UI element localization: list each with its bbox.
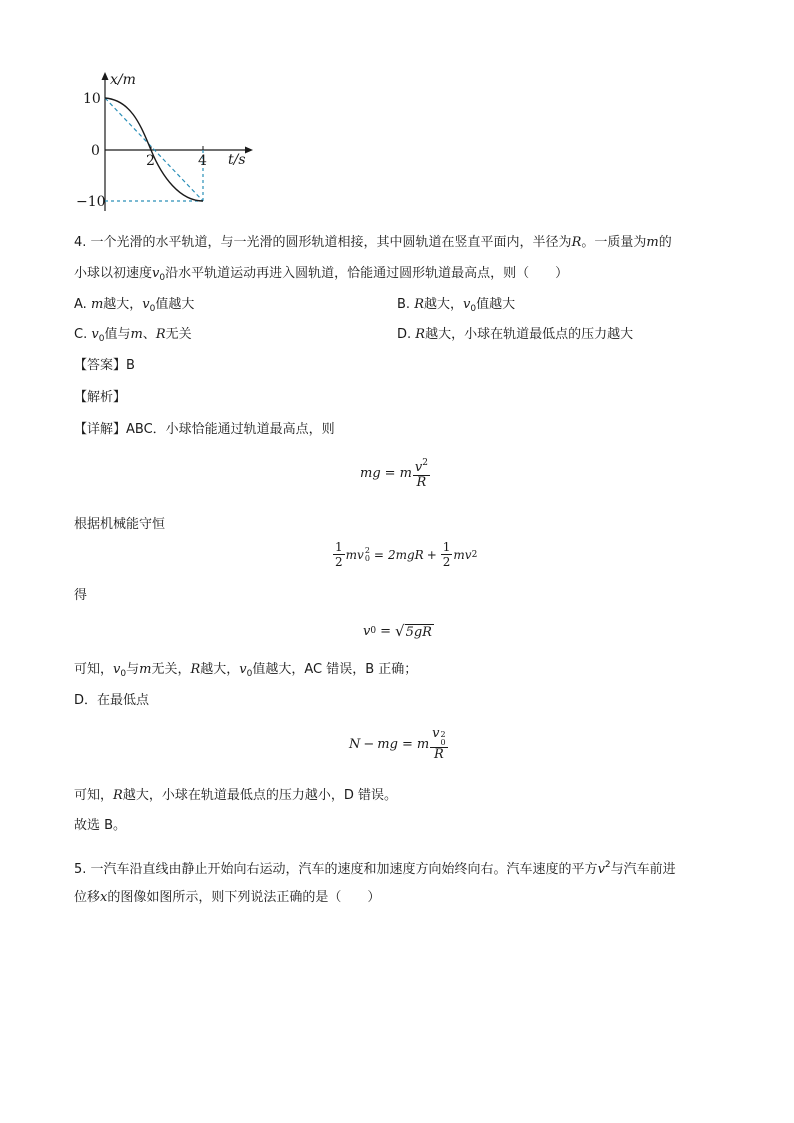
- option-c: C. $v_0$值与m、R无关: [74, 327, 192, 344]
- x-axis-label: t/s: [228, 152, 246, 168]
- option-a: A. m越大，$v_0$值越大: [74, 297, 195, 314]
- x-axis-arrow: [245, 147, 253, 154]
- detail-line: 【详解】ABC．小球恰能通过轨道最高点，则: [74, 422, 335, 437]
- answer-value: B: [126, 358, 135, 373]
- equation-centripetal: mg = m $\frac{v^2}{R}$: [360, 458, 428, 490]
- q4-stem-line1: 4. 一个光滑的水平轨道，与一光滑的圆形轨道相接，其中圆轨道在竖直平面内，半径为R。一质量为m的: [74, 235, 672, 250]
- y-axis-label: x/m: [110, 72, 136, 88]
- d-lowest-point: D．在最低点: [74, 693, 150, 708]
- conclusion-abc: 可知，$v_0$与m无关，R越大，$v_0$值越大，AC 错误，B 正确；: [74, 662, 418, 679]
- equation-energy: $\frac{1}{2}$ mv 2 0 = 2mgR + $\frac{1}{2}$ mv 2: [335, 540, 478, 569]
- text-energy-conservation: 根据机械能守恒: [74, 517, 166, 532]
- option-b: B. R越大，$v_0$值越大: [397, 297, 516, 314]
- equation-v0: v 0 = √ 5gR: [363, 622, 432, 640]
- x-tick-label-2: 2: [146, 153, 155, 169]
- conclusion-d: 可知，R越大，小球在轨道最低点的压力越小，D 错误。: [74, 788, 397, 803]
- equation-normal-force: N − mg = m v 2 0 R: [349, 726, 446, 762]
- y-tick-label-0: 0: [91, 143, 100, 159]
- answer-line: [74, 357, 135, 375]
- answer-label: 【答案】: [74, 358, 127, 373]
- q4-stem-line2: 小球以初速度$v_0$沿水平轨道运动再进入圆轨道，恰能通过圆形轨道最高点，则（ ）: [74, 266, 569, 283]
- analysis-label: 【解析】: [74, 390, 127, 405]
- q5-stem-line1: 5. 一汽车沿直线由静止开始向右运动，汽车的速度和加速度方向始终向右。汽车速度的平方$v^2$与汽车前进: [74, 860, 676, 877]
- y-axis-arrow: [102, 72, 109, 80]
- final-answer: 故选 B。: [74, 818, 127, 833]
- x-tick-label-4: 4: [198, 153, 207, 169]
- y-tick-label-10: 10: [83, 91, 101, 107]
- y-tick-label-minus10: −10: [76, 194, 106, 210]
- q5-stem-line2: 位移x的图像如图所示，则下列说法正确的是（ ）: [74, 890, 381, 905]
- text-get: 得: [74, 588, 88, 603]
- option-d: D. R越大，小球在轨道最低点的压力越大: [397, 327, 634, 342]
- xt-graph-figure: [70, 68, 270, 218]
